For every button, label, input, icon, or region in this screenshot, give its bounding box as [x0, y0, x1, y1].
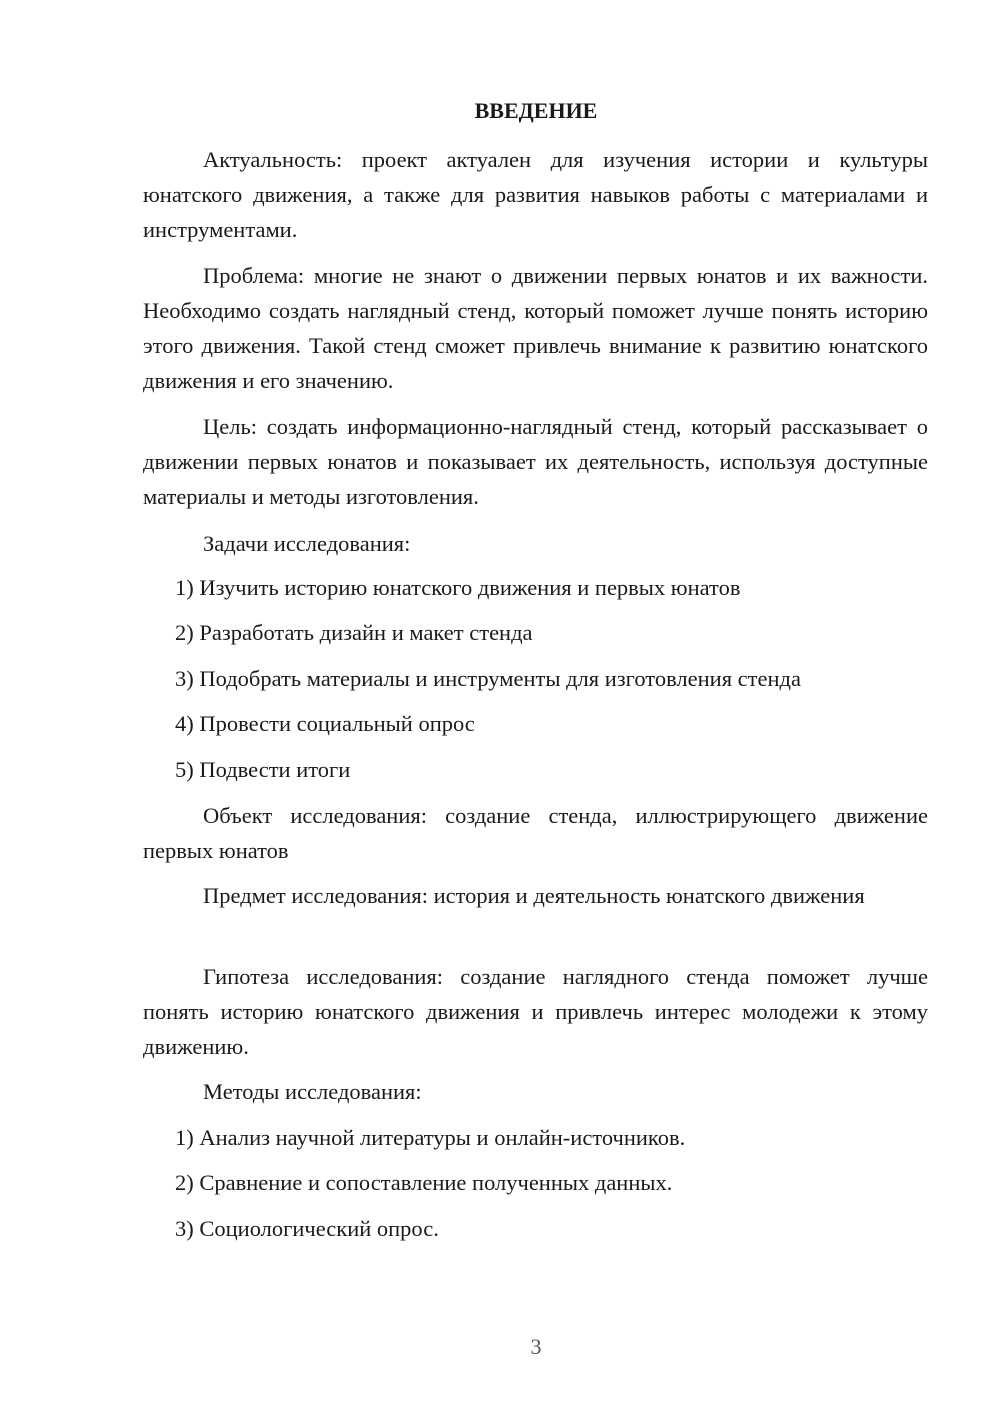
- relevance-paragraph: Актуальность: проект актуален для изучения истории и культуры юнатского движения, а также для развития навыков работы с материалами и инструментами.: [143, 147, 928, 242]
- hypothesis-paragraph: Гипотеза исследования: создание наглядного стенда поможет лучше понять историю юнатского движения и привлечь интерес молодежи к этому движению.: [143, 964, 928, 1059]
- method-item: 2) Сравнение и сопоставление полученных данных.: [175, 1170, 673, 1195]
- method-item: 3) Социологический опрос.: [175, 1216, 439, 1241]
- page-number: 3: [530, 1334, 542, 1359]
- tasks-heading: Задачи исследования:: [203, 531, 411, 556]
- page-title: ВВЕДЕНИЕ: [474, 98, 598, 123]
- task-item: 2) Разработать дизайн и макет стенда: [175, 620, 533, 645]
- method-item: 1) Анализ научной литературы и онлайн-источников.: [175, 1125, 686, 1150]
- methods-heading: Методы исследования:: [203, 1079, 422, 1104]
- task-item: 4) Провести социальный опрос: [175, 711, 475, 736]
- task-item: 3) Подобрать материалы и инструменты для изготовления стенда: [175, 666, 801, 691]
- task-item: 1) Изучить историю юнатского движения и первых юнатов: [175, 575, 741, 600]
- problem-paragraph: Проблема: многие не знают о движении первых юнатов и их важности. Необходимо создать наглядный стенд, который поможет лучше понять историю этого движения. Такой стенд сможет привлечь внимание к развитию юнатского движения и его значению.: [143, 263, 928, 393]
- goal-paragraph: Цель: создать информационно-наглядный стенд, который рассказывает о движении первых юнатов и показывает их деятельность, используя доступные материалы и методы изготовления.: [143, 414, 928, 509]
- task-item: 5) Подвести итоги: [175, 757, 351, 782]
- object-paragraph: Объект исследования: создание стенда, иллюстрирующего движение первых юнатов: [143, 803, 928, 863]
- subject-paragraph: Предмет исследования: история и деятельность юнатского движения: [203, 883, 865, 908]
